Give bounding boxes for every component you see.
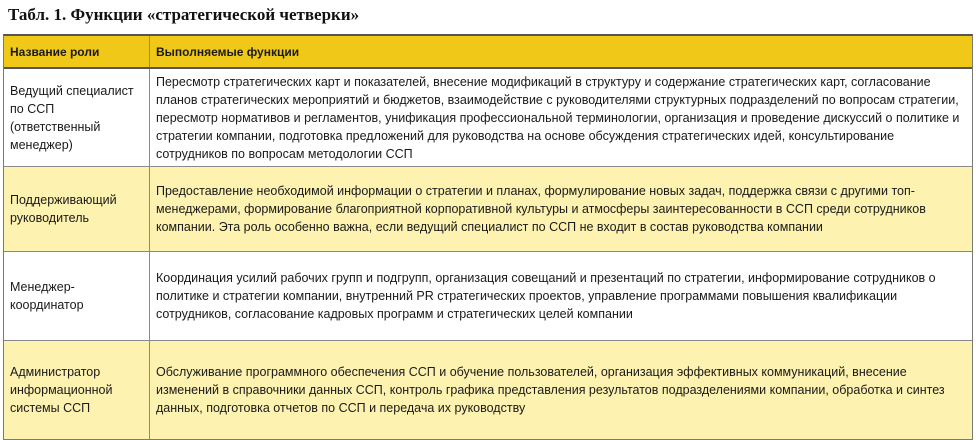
functions-cell: Обслуживание программного обеспечения ССП и обучение пользователей, организация эффективных коммуникаций, внесение изменений в справочники данных ССП, контроль графика представления результатов подразделениями компании, обработка и синтез данных, подготовка отчетов по ССП и передача их руководству xyxy=(156,365,945,415)
header-role: Название роли xyxy=(4,36,150,67)
table-caption: Табл. 1. Функции «стратегической четверки» xyxy=(8,5,360,24)
functions-cell: Пересмотр стратегических карт и показателей, внесение модификаций в структуру и содержание стратегических карт, согласование планов стратегических мероприятий и бюджетов, взаимодействие с руководителями структурных подразделений по вопросам стратегии, пересмотр нормативов и регламентов, унификация профессиональной терминологии, организация и проведение дискуссий о политике и стратегии компании, подготовка предложений для руководства на основе обсуждения стратегических идей, консультирование сотрудников по вопросам методологии ССП xyxy=(156,74,960,161)
table-row xyxy=(4,252,972,341)
role-cell: Поддерживающий руководитель xyxy=(4,167,150,251)
functions-cell: Предоставление необходимой информации о стратегии и планах, формулирование новых задач, поддержка связи с другими топ-менеджерами, формирование благоприятной корпоративной культуры и атмосферы заинтересованности в ССП среди сотрудников компании. Эта роль особенно важна, если ведущий специалист по ССП не входит в состав руководства компании xyxy=(156,184,926,234)
functions-cell: Координация усилий рабочих групп и подгрупп, организация совещаний и презентаций по стратегии, информирование сотрудников о политике и стратегии компании, внутренний PR стратегических проектов, управление программами повышения квалификации сотрудников, согласование кадровых программ и стратегических целей компании xyxy=(156,271,936,321)
role-cell: Ведущий специалист по ССП (ответственный менеджер) xyxy=(4,69,150,166)
table-row xyxy=(4,69,972,167)
table-row xyxy=(4,341,972,439)
role-cell: Менеджер-координатор xyxy=(4,252,150,340)
table-header-row xyxy=(4,36,972,69)
table-row xyxy=(4,167,972,252)
functions-table xyxy=(3,34,973,440)
role-cell: Администратор информационной системы ССП xyxy=(4,341,150,439)
header-functions: Выполняемые функции xyxy=(156,44,300,59)
